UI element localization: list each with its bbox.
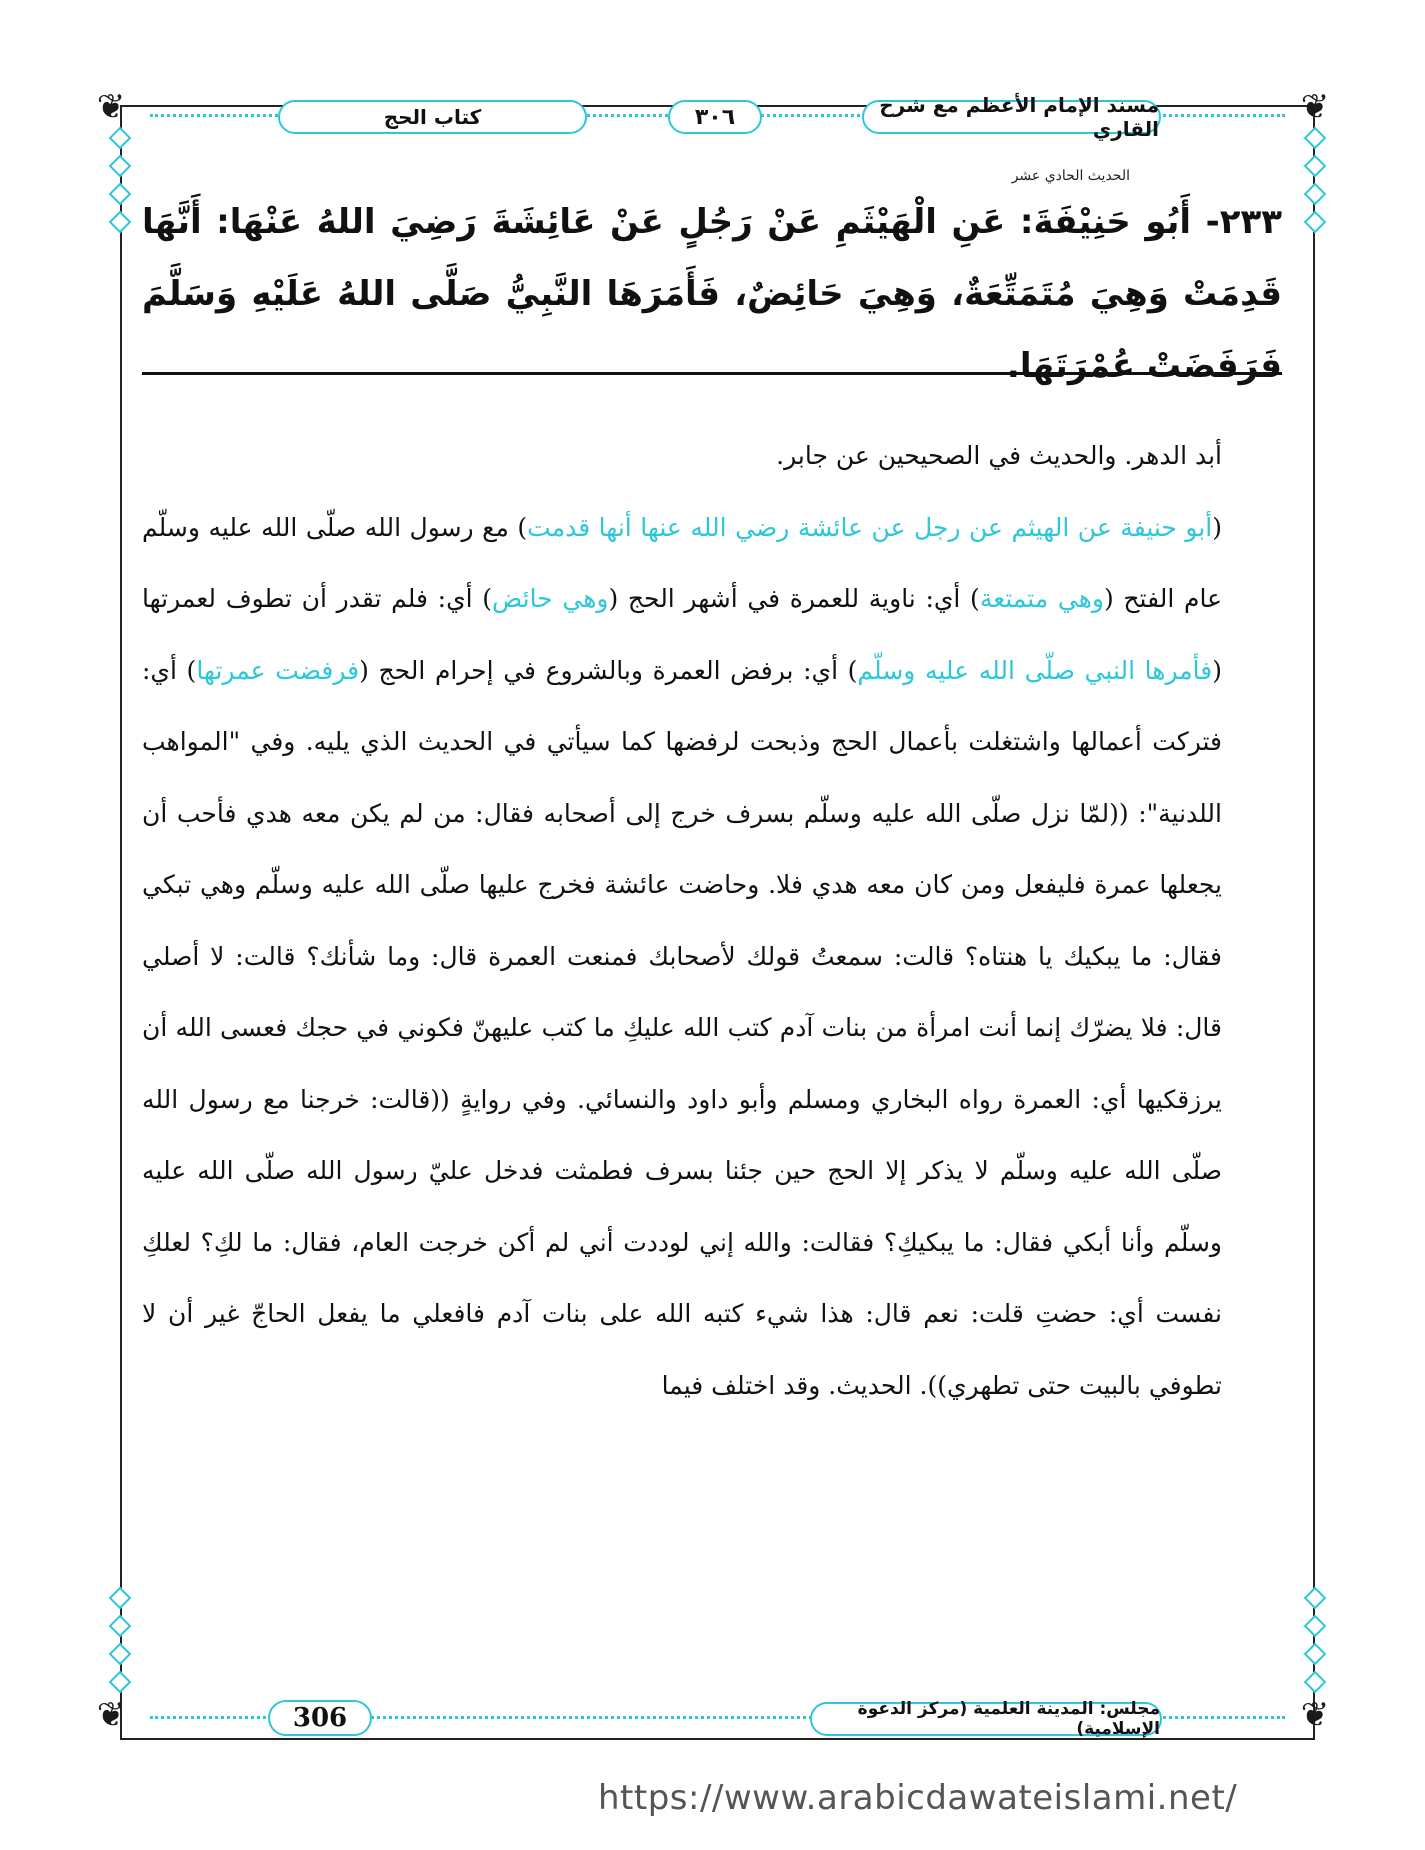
commentary-paragraph: أبد الدهر. والحديث في الصحيحين عن جابر. xyxy=(776,441,1222,470)
book-title: مسند الإمام الأعظم مع شرح القاري xyxy=(862,100,1161,134)
footer-page-number: 306 xyxy=(268,1700,372,1736)
corner-ornament-icon: ❦ xyxy=(96,87,126,127)
corner-ornament-icon: ❦ xyxy=(1300,87,1330,127)
corner-ornament-icon: ❦ xyxy=(96,1695,126,1735)
quoted-text: فأمرها النبي صلّى الله عليه وسلّم xyxy=(857,655,1213,685)
text-run: ) أي: ناوية للعمرة في أشهر الحج ( xyxy=(608,584,980,613)
text-run: ( xyxy=(1212,512,1222,542)
section-divider xyxy=(142,372,1282,375)
header-page-number: ٣٠٦ xyxy=(668,100,762,134)
quoted-text: وهي حائض xyxy=(492,584,609,613)
commentary-paragraph xyxy=(142,492,1282,1422)
hadith-text: ٢٣٣- أَبُو حَنِيْفَةَ: عَنِ الْهَيْثَمِ عَنْ رَجُلٍ عَنْ عَائِشَةَ رَضِيَ اللهُ عَنْهَا: أَنَّهَا قَدِمَتْ وَهِيَ مُتَمَتِّعَةٌ، وَهِيَ حَائِضٌ، فَأَمَرَهَا النَّبِيُّ صَلَّى اللهُ عَلَيْهِ وَسَلَّمَ فَرَفَضَتْ عُمْرَتَهَا. xyxy=(142,202,1282,386)
text-run: ) أي: فلم تقدر أن تطوف لعمرتها ( xyxy=(142,584,1222,685)
publisher-label: مجلس: المدينة العلمية (مركز الدعوة الإسلامية) xyxy=(810,1702,1162,1736)
text-run: ) مع رسول الله صلّى الله عليه وسلّم عام الفتح ( xyxy=(142,512,1222,613)
side-ornament-icon xyxy=(111,1590,129,1690)
text-run: ) أي: فتركت أعمالها واشتغلت بأعمال الحج وذبحت لرفضها كما سيأتي في الحديث الذي يليه. وفي "المواهب اللدنية": ((لمّا نزل صلّى الله عليه وسلّم بسرف خرج إلى أصحابه فقال: من لم يكن معه هدي فأحب أن يجعلها عمرة فليفعل ومن كان معه هدي فلا. وحاضت عائشة فخرج عليها صلّى الله عليه وسلّم وهي تبكي فقال: ما يبكيك يا هنتاه؟ قالت: سمعتُ قولك لأصحابك فمنعت العمرة قال: وما شأنك؟ قالت: لا أصلي قال: فلا يضرّك إنما أنت امرأة من بنات آدم كتب الله عليكِ ما كتب عليهنّ فكوني في حجك فعسى الله أن يرزقكيها أي: العمرة رواه البخاري ومسلم وأبو داود والنسائي. وفي روايةٍ ((قالت: خرجنا مع رسول الله صلّى الله عليه وسلّم لا يذكر إلا الحج حين جئنا بسرف فطمثت فدخل عليّ رسول الله صلّى الله عليه وسلّم وأنا أبكي فقال: ما يبكيكِ؟ فقالت: والله إني لوددت أني لم أكن خرجت العام، فقال: ما لكِ؟ لعلكِ نفست أي: حضتِ قلت: نعم قال: هذا شيء كتبه الله على بنات آدم فافعلي ما يفعل الحاجّ غير أن لا تطوفي بالبيت حتى تطهري)). الحديث. وقد اختلف فيما xyxy=(142,655,1222,1400)
hadith-note: الحديث الحادي عشر xyxy=(1011,168,1130,184)
text-run: ) أي: برفض العمرة وبالشروع في إحرام الحج ( xyxy=(359,655,858,685)
commentary xyxy=(142,420,1282,1421)
quoted-text: أبو حنيفة عن الهيثم عن رجل عن عائشة رضي الله عنها أنها قدمت xyxy=(527,512,1213,542)
chapter-title: كتاب الحج xyxy=(278,100,587,134)
side-ornament-icon xyxy=(1306,130,1324,230)
corner-ornament-icon: ❦ xyxy=(1300,1695,1330,1735)
quoted-text: وهي متمتعة xyxy=(979,584,1104,613)
side-ornament-icon xyxy=(111,130,129,230)
quoted-text: فرفضت عمرتها xyxy=(196,655,360,685)
watermark-url: https://www.arabicdawateislami.net/ xyxy=(598,1778,1238,1818)
side-ornament-icon xyxy=(1306,1590,1324,1690)
